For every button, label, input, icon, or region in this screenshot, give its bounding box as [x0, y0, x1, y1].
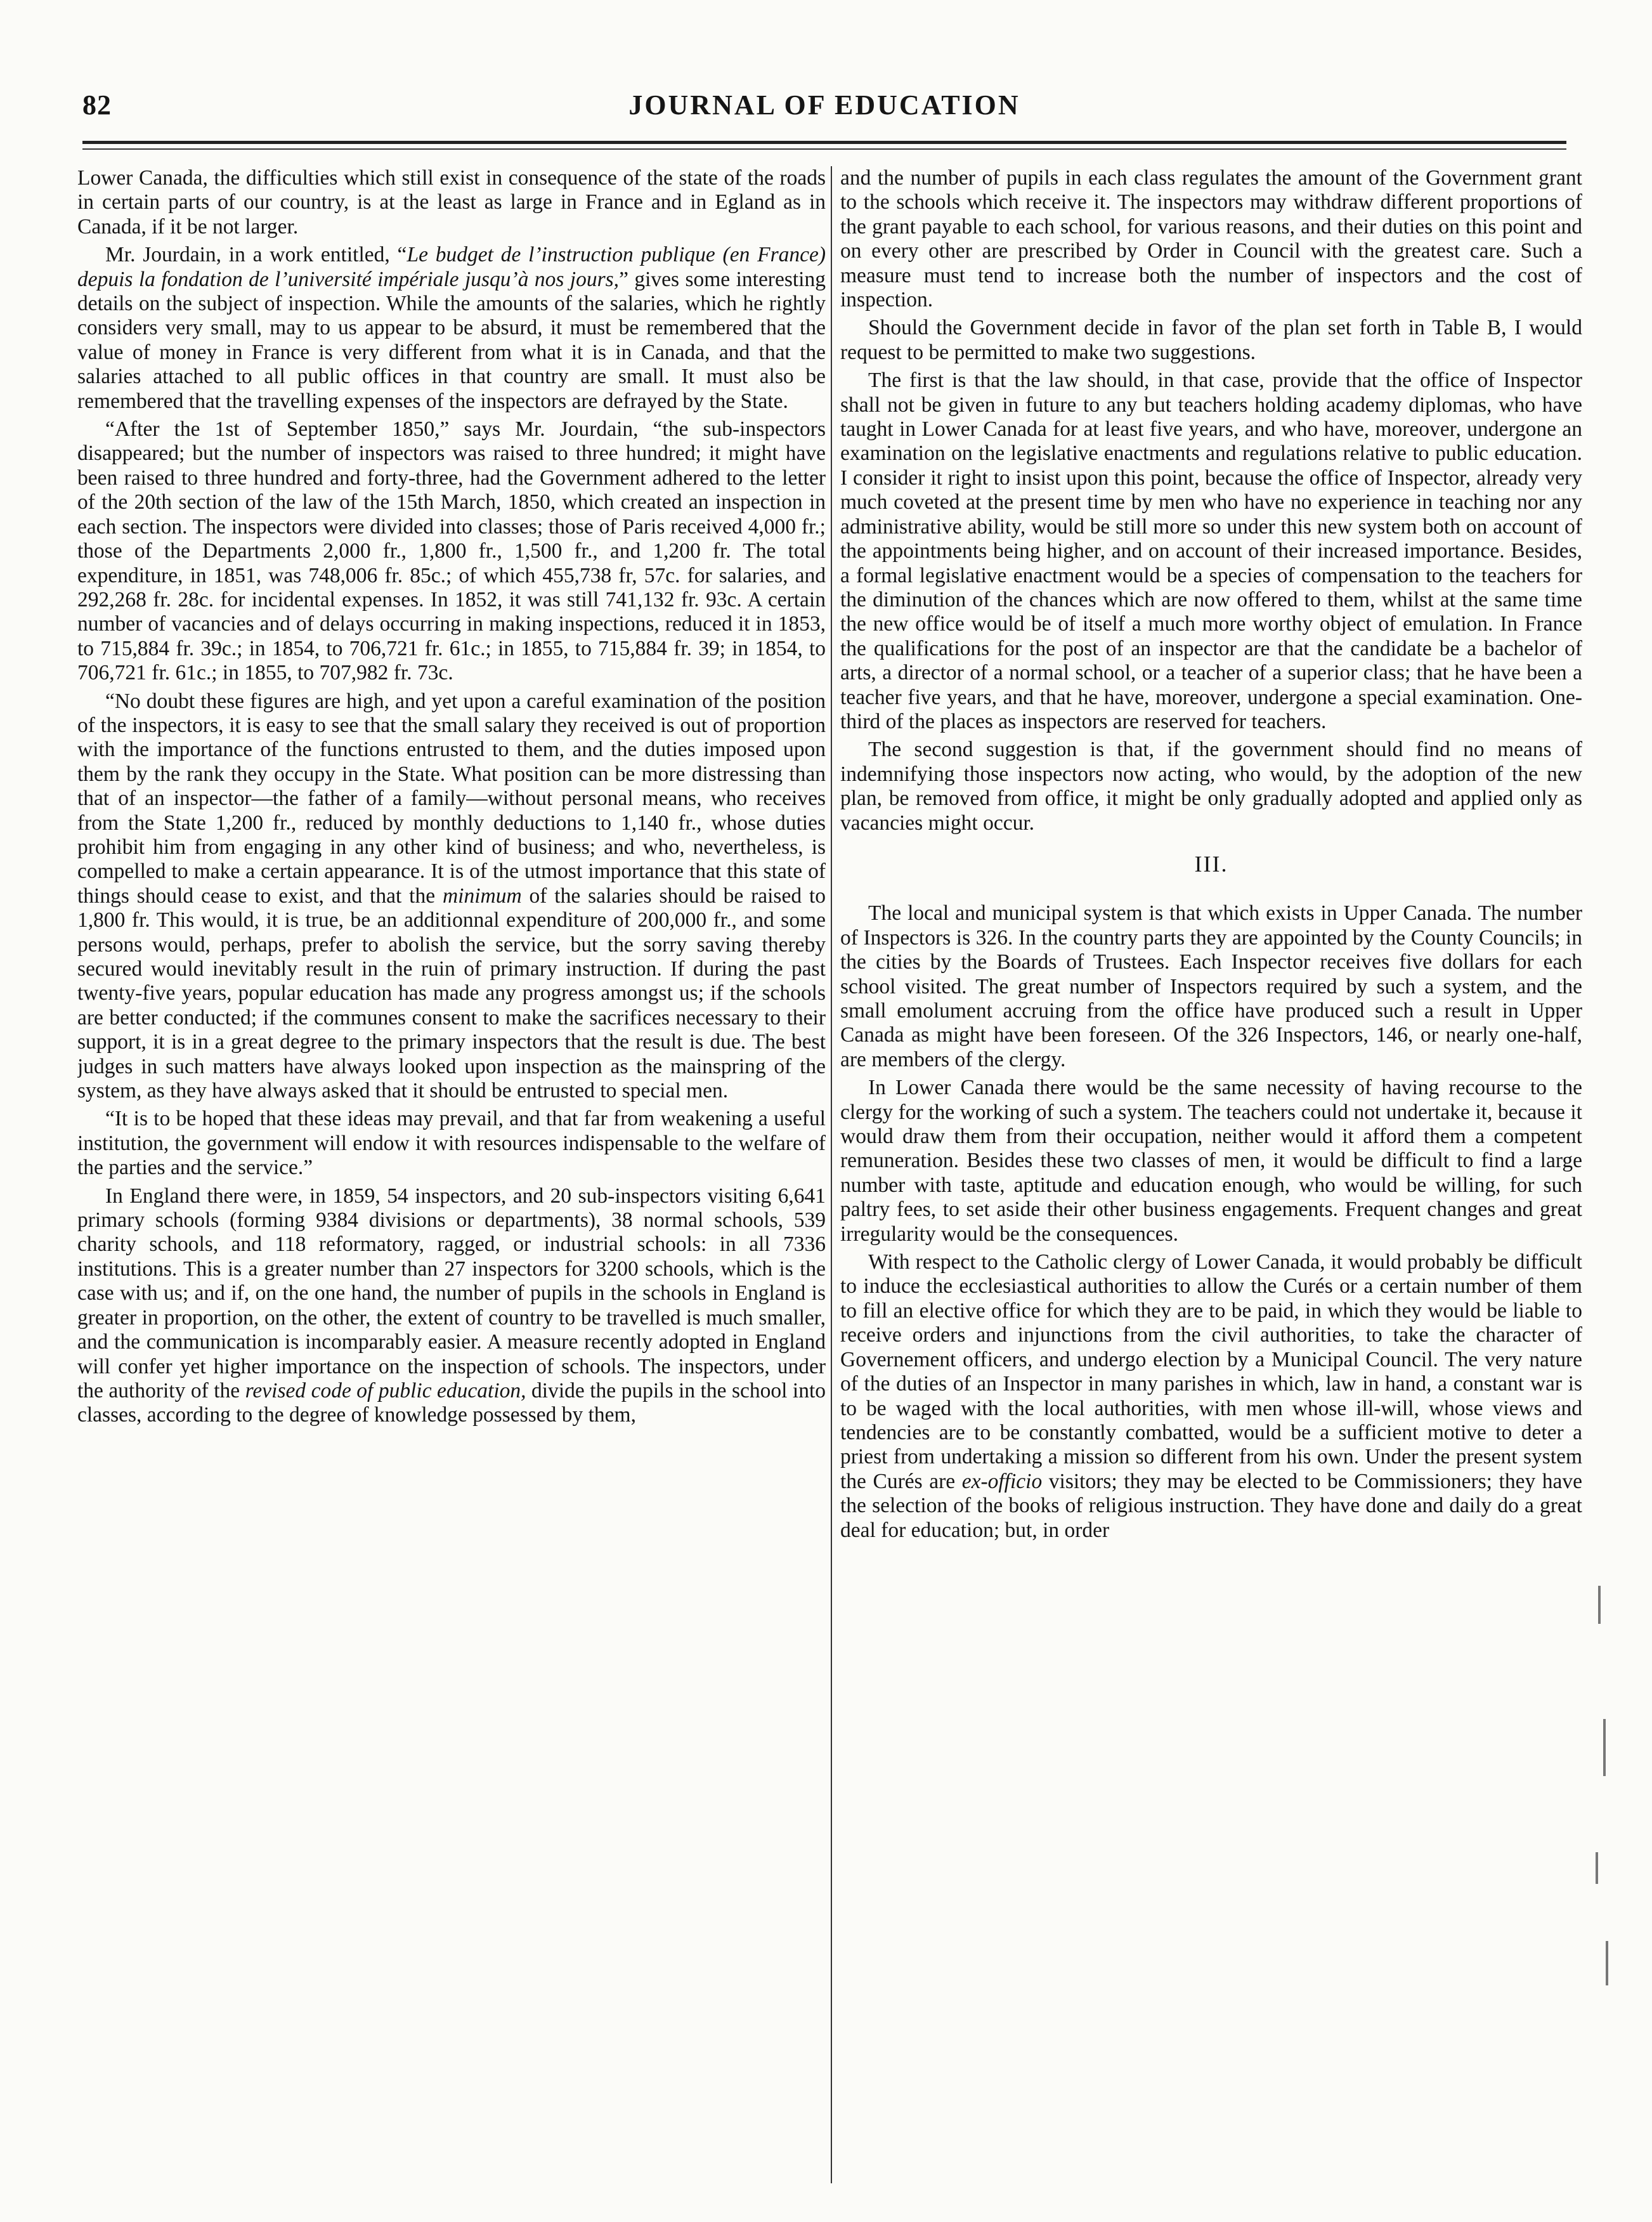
running-title: JOURNAL OF EDUCATION — [628, 89, 1020, 121]
section-heading: III. — [1194, 851, 1228, 877]
text-run: divide the pupils in the school into classes, according to the degree of knowledge possessed by them, — [77, 1378, 826, 1427]
scan-mark — [1603, 1719, 1606, 1776]
paragraph — [77, 1184, 826, 1428]
page-header — [82, 89, 1566, 127]
paragraph: Should the Government decide in favor of the plan set forth in Table B, I would request to be permitted to make two suggestions. — [840, 316, 1582, 364]
paragraph: In Lower Canada there would be the same necessity of having recourse to the clergy for the working of such a system. The teachers could not undertake it, because it would draw them from their occupation, neither would it afford them a competent remuneration. Besides these two classes of men, it would be difficult to find a large number with taste, aptitude and education enough, who would be willing, for such paltry fees, to set aside their other business engagements. Frequent changes and great irregularity would be the consequences. — [840, 1076, 1582, 1246]
italic-term: minimum — [442, 884, 522, 908]
italic-term: revised code of public education, — [245, 1378, 526, 1402]
text-run: of the salaries should be raised to 1,800 fr. This would, it is true, be an additionnal expenditure of 200,000 fr., and some persons would, perhaps, prefer to abolish the service, but the sorry saving thereby secured would inevitably result in the ruin of primary instruction. If during the past twenty-five years, popular education has made any progress amongst us; if the schools are better conducted; if the communes consent to make the sacrifices necessary to their support, it is in a great degree to the primary inspectors that the result is due. The best judges in such matters have always looked upon inspection as the mainspring of the system, as they have always asked that it should be entrusted to special men. — [77, 884, 826, 1103]
paragraph — [840, 1250, 1582, 1543]
paragraph: “After the 1st of September 1850,” says Mr. Jourdain, “the sub-inspectors disappeared; but the number of inspectors was raised to three hundred; it might have been raised to three hundred and forty-three, had the Government adhered to the letter of the 20th section of the law of the 15th March, 1850, which created an inspection in each section. The inspectors were divided into classes; those of Paris received 4,000 fr.; those of the Departments 2,000 fr., 1,800 fr., 1,500 fr., and 1,200 fr. The total expenditure, in 1851, was 748,006 fr. 85c.; of which 455,738 fr, 57c. for salaries, and 292,268 fr. 28c. for incidental expenses. In 1852, it was still 741,132 fr. 93c. A certain number of vacancies and of delays occurring in making inspections, reduced it in 1853, to 715,884 fr. 39c.; in 1854, to 706,721 fr. 61c.; in 1855, to 715,884 fr. 39; in 1854, to 706,721 fr. 61c.; in 1855, to 707,982 fr. 73c. — [77, 417, 826, 685]
paragraph: “It is to be hoped that these ideas may prevail, and that far from weakening a useful institution, the government will endow it with resources indispensable to the welfare of the parties and the service.” — [77, 1107, 826, 1180]
page-number: 82 — [82, 89, 112, 121]
paragraph — [77, 243, 826, 414]
italic-title: Le budget de l’instruction publique (en France) depuis la fondation de l’université impériale jusqu’à nos jours, — [77, 243, 826, 291]
scan-mark — [1606, 1941, 1608, 1985]
header-rule-thick — [82, 141, 1566, 144]
column-divider — [831, 166, 832, 2183]
paragraph: The local and municipal system is that which exists in Upper Canada. The number of Inspectors is 326. In the country parts they are appointed by the County Councils; in the cities by the Boards of Trustees. Each Inspector receives five dollars for each school visited. The great number of Inspectors required by such a system, and the small emolument accruing from the office have produced such a result in Upper Canada as might have been foreseen. Of the 326 Inspectors, 146, or nearly one-half, are members of the clergy. — [840, 901, 1582, 1071]
paragraph: The second suggestion is that, if the government should find no means of indemnifying those inspectors now acting, who would, by the adoption of the new plan, be removed from office, it might be only gradually adopted and applied only as vacancies might occur. — [840, 738, 1582, 835]
right-column — [840, 166, 1582, 2164]
text-run: visitors; they may be elected to be Commissioners; they have the selection of the books of religious instruction. They have done and daily do a great deal for education; but, in order — [840, 1469, 1582, 1542]
paragraph: The first is that the law should, in that case, provide that the office of Inspector shall not be given in future to any but teachers holding academy diplomas, who have taught in Lower Canada for at least five years, and who have, moreover, undergone an examination on the legislative enactments and regulations relative to public education. I consider it right to insist upon this point, because the office of Inspector, already very much coveted at the present time by men who have no experience in teaching nor any administrative ability, would be still more so under this new system both on account of the appointments being higher, and on account of their increased importance. Besides, a formal legislative enactment would be a species of compensation to the teachers for the diminution of the chances which are now offered to them, whilst at the same time the new office would be of itself a much more worthy object of emulation. In France the qualifications for the post of an inspector are that the candidate be a bachelor of arts, a director of a normal school, or a teacher of a superior class; that he have been a teacher five years, and that he have, moreover, undergone a special examination. One-third of the places as inspectors are reserved for teachers. — [840, 369, 1582, 733]
paragraph: Lower Canada, the difficulties which still exist in consequence of the state of the roads in certain parts of our country, is at the least as large in France and in Egland as in Canada, if it be not larger. — [77, 166, 826, 239]
scan-margin-marks — [1592, 1586, 1617, 2030]
text-run: With respect to the Catholic clergy of Lower Canada, it would probably be difficult to induce the ecclesiastical authorities to allow the Curés or a certain number of them to fill an elective office for which they are to be paid, in which they would be liable to receive orders and injunctions from the civil authorities, to take the character of Governement officers, and undergo election by a Municipal Council. The very nature of the duties of an Inspector in many parishes in which, law in hand, a constant war is to be waged with the local authorities, with men whose ill-will, whose views and tendencies are to be constantly combatted, would be a sufficient motive to deter a priest from undertaking a mission so different from his own. Under the present system the Curés are — [840, 1250, 1582, 1493]
header-rule-thin — [82, 148, 1566, 150]
paragraph — [77, 689, 826, 1104]
text-run: Mr. Jourdain, in a work entitled, “ — [105, 243, 407, 267]
left-column — [77, 166, 826, 2164]
italic-term: ex-officio — [961, 1469, 1043, 1493]
text-run: In England there were, in 1859, 54 inspectors, and 20 sub-inspectors visiting 6,641 primary schools (forming 9384 divisions or departments), 38 normal schools, 539 charity schools, and 118 reformatory, ragged, or industrial schools: in all 7336 institutions. This is a greater number than 27 inspectors for 3200 schools, which is the case with us; and if, on the one hand, the number of pupils in the schools in England is greater in proportion, on the other, the extent of country to be travelled is much smaller, and the communication is incomparably easier. A measure recently adopted in England will confer yet higher importance on the inspection of schools. The inspectors, under the authority of the — [77, 1184, 826, 1402]
paragraph: and the number of pupils in each class regulates the amount of the Government grant to the schools which receive it. The inspectors may withdraw different proportions of the grant payable to each school, for various reasons, and their duties on this point and on every other are prescribed by Order in Council with the greatest care. Such a measure must tend to increase both the number of inspectors and the cost of inspection. — [840, 166, 1582, 312]
text-run: “No doubt these figures are high, and yet upon a careful examination of the position of the inspectors, it is easy to see that the small salary they received is out of proportion with the importance of the functions entrusted to them, and the duties imposed upon them by the rank they occupy in the State. What position can be more distressing than that of an inspector—the father of a family—without personal means, who receives from the State 1,200 fr., reduced by monthly deductions to 1,140 fr., whose duties prohibit him from engaging in any other kind of business; and who, nevertheless, is compelled to make a certain appearance. It is of the utmost importance that this state of things should cease to exist, and that the — [77, 689, 826, 908]
scan-mark — [1598, 1586, 1601, 1624]
scan-mark — [1596, 1852, 1598, 1884]
text-run: ” gives some interesting details on the subject of inspection. While the amounts of the salaries, which he rightly considers very small, may to us appear to be absurd, it must be remembered that the value of money in France is very different from what it is in Canada, and that the salaries attached to all public offices in that country are small. It must also be remembered that the travelling expenses of the inspectors are defrayed by the State. — [77, 267, 826, 413]
